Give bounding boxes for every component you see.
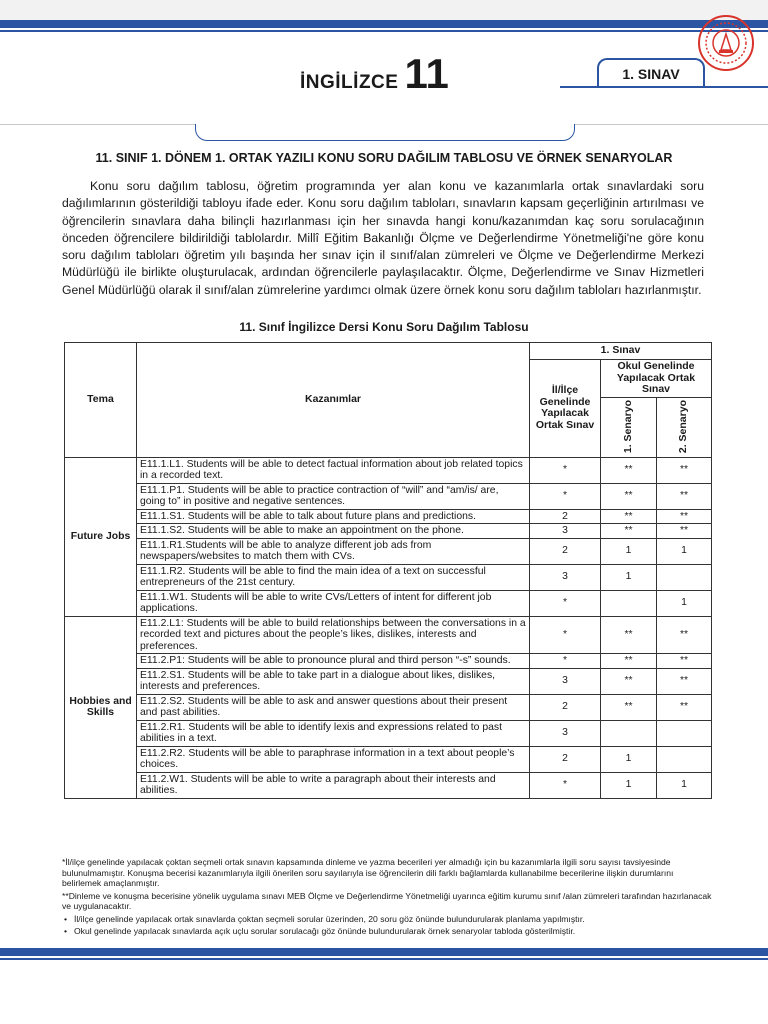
table-title: 11. Sınıf İngilizce Dersi Konu Soru Dağılım Tablosu: [239, 320, 529, 334]
il-ilce-count-cell: *: [530, 590, 601, 616]
senaryo-2-cell: **: [657, 654, 712, 669]
kazanim-cell: E11.2.S2. Students will be able to ask and answer questions about their present and past abilities.: [137, 694, 530, 720]
il-ilce-count-cell: 2: [530, 509, 601, 524]
distribution-table: [64, 342, 712, 799]
kazanim-cell: E11.1.W1. Students will be able to write CVs/Letters of intent for different job applications.: [137, 590, 530, 616]
il-ilce-count-cell: 2: [530, 694, 601, 720]
kazanim-cell: E11.2.R2. Students will be able to paraphrase information in a text about people’s choices.: [137, 746, 530, 772]
table-head: [65, 343, 712, 458]
senaryo-1-cell: 1: [601, 746, 657, 772]
theme-cell: Hobbies and Skills: [65, 616, 137, 798]
footnote-2: **Dinleme ve konuşma becerisine yönelik uygulama sınavı MEB Ölçme ve Değerlendirme Yönetmeliği uyarınca eğitim kurumu sınıf /alan zümreleri tarafından hazırlanacak ve uygulanacaktır.: [62, 890, 712, 911]
senaryo-2-label: 2. Senaryo: [677, 400, 690, 454]
exam-tab: 1. SINAV: [597, 58, 705, 88]
footnotes: [62, 857, 712, 939]
header-title: [300, 50, 449, 97]
grade-number: 11: [404, 50, 449, 97]
senaryo-2-cell: **: [657, 457, 712, 483]
top-stripe: [0, 20, 768, 28]
senaryo-1-cell: **: [601, 616, 657, 654]
kazanim-cell: E11.1.R2. Students will be able to find the main idea of a text on successful entrepreneurs of the 21st century.: [137, 564, 530, 590]
header-sinav: 1. Sınav: [530, 343, 712, 360]
table-row: [65, 746, 712, 772]
senaryo-1-cell: [601, 590, 657, 616]
senaryo-2-cell: **: [657, 509, 712, 524]
senaryo-2-cell: [657, 746, 712, 772]
table-row: [65, 538, 712, 564]
il-ilce-count-cell: 2: [530, 538, 601, 564]
bottom-stripe: [0, 948, 768, 956]
ministry-seal-icon: [697, 14, 755, 72]
table-row: [65, 457, 712, 483]
senaryo-1-cell: 1: [601, 538, 657, 564]
senaryo-2-cell: **: [657, 694, 712, 720]
senaryo-2-cell: 1: [657, 590, 712, 616]
senaryo-2-cell: **: [657, 616, 712, 654]
subject-title: İNGİLİZCE: [300, 72, 399, 93]
senaryo-2-cell: **: [657, 524, 712, 539]
il-ilce-count-cell: *: [530, 772, 601, 798]
top-stripe-thin: [0, 30, 768, 32]
table-row: [65, 509, 712, 524]
senaryo-1-cell: **: [601, 694, 657, 720]
il-ilce-count-cell: 3: [530, 524, 601, 539]
senaryo-2-cell: **: [657, 483, 712, 509]
senaryo-1-cell: 1: [601, 564, 657, 590]
il-ilce-count-cell: 3: [530, 720, 601, 746]
il-ilce-count-cell: 2: [530, 746, 601, 772]
senaryo-1-cell: **: [601, 668, 657, 694]
il-ilce-count-cell: *: [530, 616, 601, 654]
senaryo-1-cell: **: [601, 654, 657, 669]
senaryo-1-cell: **: [601, 457, 657, 483]
senaryo-2-cell: 1: [657, 538, 712, 564]
kazanim-cell: E11.1.S2. Students will be able to make an appointment on the phone.: [137, 524, 530, 539]
senaryo-1-cell: 1: [601, 772, 657, 798]
intro-paragraph: Konu soru dağılım tablosu, öğretim programında yer alan konu ve kazanımlarla ortak sınavlardaki soru dağılımlarının gösterildiği tabloyu ifade eder. Konu soru dağılım tabloları, sınavların kapsam geçerliğinin artırılması ve öğrencilerin sınavlara daha bilinçli hazırlanması için her sınavda hangi konu/kazanımdan kaç soru sorulacağının önceden öğrencilere bildirildiği tablolardır. Millî Eğitim Bakanlığı Ölçme ve Değerlendirme Yönetmeliği'ne göre konu soru dağılım tabloları öğretim yılı başında her sınav için il sınıf/alan zümreleri ve Ölçme ve Değerlendirme Merkezi Müdürlüğü ile birlikte oluşturulacak, ardından öğrencilerle paylaşılacaktır. Ölçme, Değerlendirme ve Sınav Hizmetleri Genel Müdürlüğü olarak il sınıf/alan zümrelerine yardımcı olmak üzere örnek konu soru dağılım tabloları hazırlanmıştır.: [62, 179, 704, 297]
exam-tab-underline: [560, 86, 768, 88]
senaryo-2-cell: 1: [657, 772, 712, 798]
divider-tab: [195, 124, 575, 141]
senaryo-2-cell: [657, 564, 712, 590]
table-row: [65, 590, 712, 616]
table-row: [65, 772, 712, 798]
kazanim-cell: E11.2.S1. Students will be able to take part in a dialogue about likes, dislikes, interests and preferences.: [137, 668, 530, 694]
il-ilce-count-cell: *: [530, 654, 601, 669]
table-row: [65, 694, 712, 720]
table-row: [65, 654, 712, 669]
senaryo-1-cell: [601, 720, 657, 746]
il-ilce-count-cell: *: [530, 483, 601, 509]
senaryo-2-cell: **: [657, 668, 712, 694]
kazanim-cell: E11.1.L1. Students will be able to detect factual information about job related topics in a recorded text.: [137, 457, 530, 483]
kazanim-cell: E11.2.P1: Students will be able to pronounce plural and third person “-s” sounds.: [137, 654, 530, 669]
senaryo-1-cell: **: [601, 483, 657, 509]
senaryo-2-cell: [657, 720, 712, 746]
table-body: [65, 457, 712, 798]
footnote-bullet-2: • Okul genelinde yapılacak sınavlarda açık uçlu sorular sorulacağı göz önünde bulundurularak örnek senaryolar tabloda gösterilmiştir.: [62, 926, 712, 937]
kazanim-cell: E11.1.S1. Students will be able to talk about future plans and predictions.: [137, 509, 530, 524]
footnote-1: *İl/ilçe genelinde yapılacak çoktan seçmeli ortak sınavın kapsamında dinleme ve yazma becerileri yer almadığı için bu kazanımlarla ilgili soru sayısı tavsiyesinde bulunulmamıştır. Konuşma becerisi kazanımlarıyla ilgili önerilen soru sayılarıyla ise öğrencilerin dili farklı bağlamlarda kullanabilme becerilerine ilişkin durumlarını belirlemek amaçlanmıştır.: [62, 857, 674, 888]
table-row: [65, 483, 712, 509]
top-band: [0, 0, 768, 20]
table-row: [65, 668, 712, 694]
il-ilce-count-cell: *: [530, 457, 601, 483]
table-row: [65, 616, 712, 654]
kazanim-cell: E11.2.R1. Students will be able to identify lexis and expressions related to past abilities in a text.: [137, 720, 530, 746]
header-kazanimlar: Kazanımlar: [137, 343, 530, 458]
senaryo-1-cell: **: [601, 524, 657, 539]
header-okul: Okul Genelinde Yapılacak Ortak Sınav: [601, 360, 712, 398]
bottom-stripe-thin: [0, 958, 768, 960]
il-ilce-count-cell: 3: [530, 564, 601, 590]
header-tema: Tema: [65, 343, 137, 458]
header-il-ilce: İl/İlçe Genelinde Yapılacak Ortak Sınav: [530, 360, 601, 458]
main-title: 11. SINIF 1. DÖNEM 1. ORTAK YAZILI KONU SORU DAĞILIM TABLOSU VE ÖRNEK SENARYOLAR: [95, 151, 673, 165]
footnote-bullet-1: • İl/ilçe genelinde yapılacak ortak sınavlarda çoktan seçmeli sorular üzerinden, 20 soru göz önünde bulundurularak planlama yapılmıştır.: [62, 914, 712, 925]
header-senaryo-1: [601, 397, 657, 457]
header-senaryo-2: [657, 397, 712, 457]
kazanim-cell: E11.2.L1: Students will be able to build relationships between the conversations in a recorded text and pictures about the people’s likes, dislikes, interests and preferences.: [137, 616, 530, 654]
senaryo-1-cell: **: [601, 509, 657, 524]
senaryo-1-label: 1. Senaryo: [621, 400, 634, 454]
kazanim-cell: E11.1.R1.Students will be able to analyze different job ads from newspapers/websites to match them with CVs.: [137, 538, 530, 564]
table-row: [65, 564, 712, 590]
kazanim-cell: E11.2.W1. Students will be able to write a paragraph about their interests and abilities.: [137, 772, 530, 798]
il-ilce-count-cell: 3: [530, 668, 601, 694]
table-row: [65, 720, 712, 746]
kazanim-cell: E11.1.P1. Students will be able to practice contraction of “will” and “am/is/ are, going to” in positive and negative sentences.: [137, 483, 530, 509]
theme-cell: Future Jobs: [65, 457, 137, 616]
table-row: [65, 524, 712, 539]
